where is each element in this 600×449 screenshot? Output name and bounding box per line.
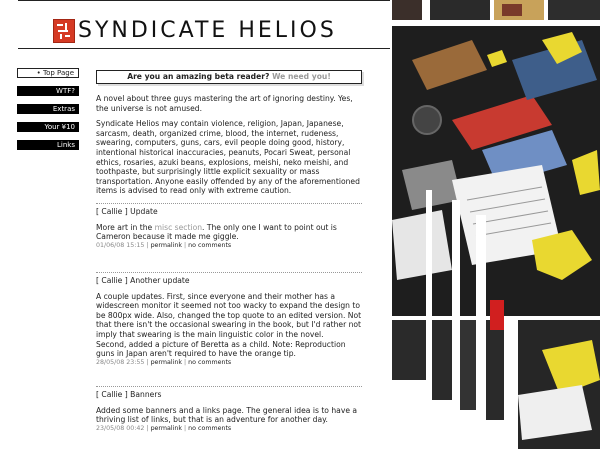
post-body: [96, 406, 362, 425]
nav-wtf[interactable]: WTF?: [17, 86, 79, 96]
main-content: [96, 70, 362, 432]
misc-section-link[interactable]: misc section: [154, 222, 203, 232]
post-text: . The general idea is to have a thriving list of links, but that is an adventure for another day.: [96, 405, 358, 425]
post-text: and a: [176, 405, 203, 415]
post-text: A couple updates. First, since everyone and their mother has a widescreen monitor it seemed not too wacky to expand the design to be 800px wide. Also, changed the top quote to an edited version. Not that there isn't the occasional swearing in the book, but I'd rather not imply that swearing is the main linguistic color in the novel.: [96, 291, 362, 339]
post-author-link[interactable]: Callie: [101, 276, 123, 285]
post: [96, 203, 362, 250]
post-text: because it made me giggle.: [130, 232, 239, 242]
beta-question: Are you an amazing beta reader?: [127, 72, 270, 81]
nav-extras[interactable]: Extras: [17, 104, 79, 114]
permalink-link[interactable]: permalink: [150, 241, 183, 249]
post-date: 23/05/08 00:42: [96, 424, 145, 432]
post-title: Another update: [130, 276, 190, 285]
post-body: [96, 223, 362, 242]
intro: [96, 94, 362, 196]
comments-link[interactable]: no comments: [188, 241, 232, 249]
nav-your-10[interactable]: Your ¥10: [17, 122, 79, 132]
intro-paragraph-1: A novel about three guys mastering the art of ignoring destiny. Yes, the universe is not amused.: [96, 94, 353, 113]
post-title: Update: [130, 207, 158, 216]
post-text: Added some: [96, 405, 146, 415]
post-date: 01/06/08 15:15: [96, 241, 145, 249]
beta-link[interactable]: We need you!: [272, 72, 331, 81]
post-text: . Note: Reproduction guns in Japan aren't required to have the orange tip.: [96, 339, 346, 359]
header-bottom-rule: [18, 48, 390, 49]
comments-link[interactable]: no comments: [188, 358, 232, 366]
nav-top-page[interactable]: • Top Page: [17, 68, 79, 78]
post-author-link[interactable]: Callie: [101, 390, 123, 399]
post-meta: 23/05/08 00:42 | permalink | no comments: [96, 424, 232, 432]
permalink-link[interactable]: permalink: [150, 358, 183, 366]
post-divider: [96, 203, 362, 204]
intro-paragraph-2: Syndicate Helios may contain violence, religion, Japan, Japanese, sarcasm, death, organized crime, blood, the internet, rudeness, swearing, computers, guns, cars, evil people doing good, history, intentional historical inaccuracies, peanuts, Pocari Sweat, personal ethics, rosaries, azuki beans, explosions, meishi, neko meishi, and toothpaste, but surprisingly little explicit sexuality or mass transportation. Anyone easily offended by any of the aforementioned items is advised to read only with extreme caution.: [96, 119, 360, 196]
post-title: Banners: [130, 390, 162, 399]
post-header: [ Callie ] Another update: [96, 276, 190, 285]
beretta-picture-link[interactable]: picture of Beretta as a child: [162, 339, 268, 349]
post-header: [ Callie ] Update: [96, 207, 158, 216]
post-text: Second, added a: [96, 339, 163, 349]
post-author-link[interactable]: Callie: [101, 207, 123, 216]
post-meta: 28/05/08 23:55 | permalink | no comments: [96, 358, 232, 366]
main-nav: [17, 68, 79, 158]
links-page-link[interactable]: links page: [202, 405, 242, 415]
site-title[interactable]: SYNDICATE HELIOS: [78, 18, 337, 43]
header-top-rule: [18, 0, 390, 1]
post-header: [ Callie ] Banners: [96, 390, 162, 399]
banners-link[interactable]: banners: [145, 405, 177, 415]
post-meta: 01/06/08 15:15 | permalink | no comments: [96, 241, 232, 249]
header-illustration: [392, 0, 600, 449]
beta-reader-banner: [96, 70, 362, 84]
post-divider: [96, 386, 362, 387]
post: [96, 272, 362, 367]
comments-link[interactable]: no comments: [188, 424, 232, 432]
post-divider: [96, 272, 362, 273]
permalink-link[interactable]: permalink: [150, 424, 183, 432]
post-text: . The only one I want to point out is: [202, 222, 337, 232]
post-text: More art in the: [96, 222, 155, 232]
cameron-link[interactable]: Cameron: [96, 232, 131, 242]
post-date: 28/05/08 23:55: [96, 358, 145, 366]
post: [96, 386, 362, 433]
nav-links[interactable]: Links: [17, 140, 79, 150]
post-body: [96, 292, 362, 359]
logo-seal-icon: [53, 19, 75, 43]
